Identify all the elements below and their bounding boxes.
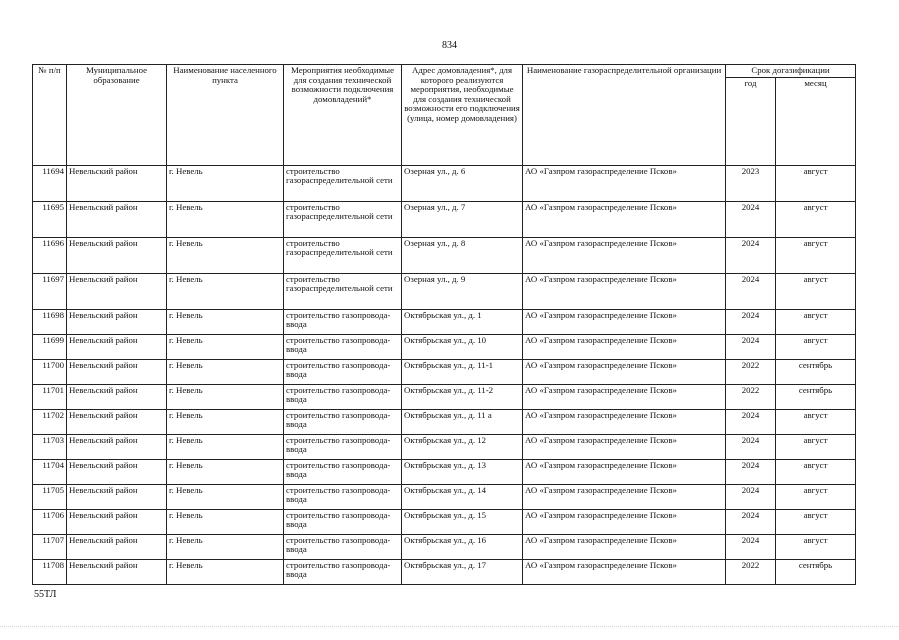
- table-row: [33, 559, 856, 584]
- cell-month: август: [776, 273, 856, 309]
- cell-year: 2024: [726, 409, 776, 434]
- cell-num: 11698: [33, 309, 67, 334]
- cell-month: август: [776, 237, 856, 273]
- cell-num: 11706: [33, 509, 67, 534]
- table-row: [33, 273, 856, 309]
- table-row: [33, 409, 856, 434]
- cell-month: сентябрь: [776, 559, 856, 584]
- cell-locality: г. Невель: [167, 409, 284, 434]
- table-row: [33, 309, 856, 334]
- cell-locality: г. Невель: [167, 384, 284, 409]
- footer-code: 55ТЛ: [34, 589, 57, 600]
- cell-org: АО «Газпром газораспределение Псков»: [523, 434, 726, 459]
- cell-municipality: Невельский район: [67, 484, 167, 509]
- cell-municipality: Невельский район: [67, 434, 167, 459]
- cell-locality: г. Невель: [167, 201, 284, 237]
- cell-locality: г. Невель: [167, 273, 284, 309]
- cell-num: 11697: [33, 273, 67, 309]
- cell-year: 2023: [726, 165, 776, 201]
- cell-municipality: Невельский район: [67, 459, 167, 484]
- cell-org: АО «Газпром газораспределение Псков»: [523, 359, 726, 384]
- cell-org: АО «Газпром газораспределение Псков»: [523, 237, 726, 273]
- cell-measure: строительство газопровода-ввода: [284, 434, 402, 459]
- cell-year: 2024: [726, 273, 776, 309]
- table-row: [33, 484, 856, 509]
- cell-locality: г. Невель: [167, 359, 284, 384]
- cell-municipality: Невельский район: [67, 534, 167, 559]
- cell-address: Октябрьская ул., д. 17: [402, 559, 523, 584]
- cell-municipality: Невельский район: [67, 559, 167, 584]
- table-row: [33, 237, 856, 273]
- cell-address: Октябрьская ул., д. 13: [402, 459, 523, 484]
- header-num: № п/п: [33, 65, 67, 166]
- cell-month: август: [776, 201, 856, 237]
- cell-org: АО «Газпром газораспределение Псков»: [523, 459, 726, 484]
- table-row: [33, 334, 856, 359]
- cell-org: АО «Газпром газораспределение Псков»: [523, 273, 726, 309]
- table-row: [33, 201, 856, 237]
- header-year: год: [726, 77, 776, 165]
- cell-municipality: Невельский район: [67, 384, 167, 409]
- cell-measure: строительство газораспределительной сети: [284, 273, 402, 309]
- cell-month: сентябрь: [776, 384, 856, 409]
- cell-locality: г. Невель: [167, 484, 284, 509]
- cell-org: АО «Газпром газораспределение Псков»: [523, 509, 726, 534]
- cell-num: 11705: [33, 484, 67, 509]
- cell-measure: строительство газопровода-ввода: [284, 384, 402, 409]
- cell-municipality: Невельский район: [67, 201, 167, 237]
- cell-locality: г. Невель: [167, 559, 284, 584]
- table-row: [33, 359, 856, 384]
- header-org: Наименование газораспределительной организации: [523, 65, 726, 166]
- cell-municipality: Невельский район: [67, 509, 167, 534]
- cell-org: АО «Газпром газораспределение Псков»: [523, 409, 726, 434]
- cell-month: сентябрь: [776, 359, 856, 384]
- cell-year: 2024: [726, 334, 776, 359]
- cell-locality: г. Невель: [167, 534, 284, 559]
- cell-measure: строительство газораспределительной сети: [284, 165, 402, 201]
- cell-month: август: [776, 165, 856, 201]
- cell-measure: строительство газопровода-ввода: [284, 309, 402, 334]
- cell-month: август: [776, 509, 856, 534]
- cell-measure: строительство газопровода-ввода: [284, 359, 402, 384]
- table-body: [33, 165, 856, 584]
- cell-num: 11704: [33, 459, 67, 484]
- cell-num: 11701: [33, 384, 67, 409]
- header-month: месяц: [776, 77, 856, 165]
- cell-address: Октябрьская ул., д. 11 а: [402, 409, 523, 434]
- cell-address: Озерная ул., д. 6: [402, 165, 523, 201]
- cell-measure: строительство газопровода-ввода: [284, 534, 402, 559]
- cell-address: Октябрьская ул., д. 10: [402, 334, 523, 359]
- cell-measure: строительство газопровода-ввода: [284, 559, 402, 584]
- table-row: [33, 534, 856, 559]
- cell-month: август: [776, 534, 856, 559]
- cell-num: 11702: [33, 409, 67, 434]
- cell-locality: г. Невель: [167, 165, 284, 201]
- cell-org: АО «Газпром газораспределение Псков»: [523, 165, 726, 201]
- cell-year: 2024: [726, 434, 776, 459]
- cell-municipality: Невельский район: [67, 309, 167, 334]
- cell-year: 2024: [726, 509, 776, 534]
- cell-org: АО «Газпром газораспределение Псков»: [523, 309, 726, 334]
- cell-municipality: Невельский район: [67, 359, 167, 384]
- cell-org: АО «Газпром газораспределение Псков»: [523, 201, 726, 237]
- cell-num: 11699: [33, 334, 67, 359]
- cell-locality: г. Невель: [167, 309, 284, 334]
- cell-address: Октябрьская ул., д. 15: [402, 509, 523, 534]
- cell-num: 11707: [33, 534, 67, 559]
- cell-municipality: Невельский район: [67, 273, 167, 309]
- cell-year: 2024: [726, 534, 776, 559]
- page-number: 834: [442, 40, 457, 51]
- cell-municipality: Невельский район: [67, 334, 167, 359]
- cell-address: Октябрьская ул., д. 11-1: [402, 359, 523, 384]
- cell-num: 11700: [33, 359, 67, 384]
- cell-measure: строительство газораспределительной сети: [284, 201, 402, 237]
- cell-locality: г. Невель: [167, 237, 284, 273]
- cell-year: 2024: [726, 459, 776, 484]
- cell-month: август: [776, 309, 856, 334]
- cell-address: Октябрьская ул., д. 14: [402, 484, 523, 509]
- table-row: [33, 459, 856, 484]
- cell-month: август: [776, 409, 856, 434]
- cell-address: Озерная ул., д. 8: [402, 237, 523, 273]
- cell-org: АО «Газпром газораспределение Псков»: [523, 334, 726, 359]
- cell-measure: строительство газораспределительной сети: [284, 237, 402, 273]
- cell-municipality: Невельский район: [67, 165, 167, 201]
- cell-num: 11708: [33, 559, 67, 584]
- cell-address: Октябрьская ул., д. 12: [402, 434, 523, 459]
- cell-measure: строительство газопровода-ввода: [284, 509, 402, 534]
- cell-org: АО «Газпром газораспределение Псков»: [523, 534, 726, 559]
- table-row: [33, 384, 856, 409]
- cell-month: август: [776, 334, 856, 359]
- cell-locality: г. Невель: [167, 434, 284, 459]
- cell-locality: г. Невель: [167, 459, 284, 484]
- cell-locality: г. Невель: [167, 334, 284, 359]
- cell-year: 2024: [726, 237, 776, 273]
- scan-edge: [0, 626, 899, 633]
- cell-num: 11694: [33, 165, 67, 201]
- cell-year: 2024: [726, 201, 776, 237]
- cell-month: август: [776, 459, 856, 484]
- cell-address: Озерная ул., д. 7: [402, 201, 523, 237]
- cell-measure: строительство газопровода-ввода: [284, 459, 402, 484]
- cell-year: 2024: [726, 309, 776, 334]
- cell-municipality: Невельский район: [67, 237, 167, 273]
- table-row: [33, 165, 856, 201]
- header-address: Адрес домовладения*, для которого реализуются мероприятия, необходимые для создания технической возможности его подключения (улица, номер домовладения): [402, 65, 523, 166]
- cell-year: 2024: [726, 484, 776, 509]
- cell-num: 11695: [33, 201, 67, 237]
- header-municipality: Муниципальное образование: [67, 65, 167, 166]
- cell-month: август: [776, 484, 856, 509]
- cell-num: 11703: [33, 434, 67, 459]
- cell-org: АО «Газпром газораспределение Псков»: [523, 484, 726, 509]
- table-row: [33, 509, 856, 534]
- cell-locality: г. Невель: [167, 509, 284, 534]
- cell-year: 2022: [726, 559, 776, 584]
- table-row: [33, 434, 856, 459]
- cell-municipality: Невельский район: [67, 409, 167, 434]
- header-term: Срок догазификации: [726, 65, 856, 78]
- cell-address: Октябрьская ул., д. 1: [402, 309, 523, 334]
- gasification-table: [32, 64, 856, 585]
- cell-measure: строительство газопровода-ввода: [284, 484, 402, 509]
- cell-num: 11696: [33, 237, 67, 273]
- cell-address: Октябрьская ул., д. 16: [402, 534, 523, 559]
- header-locality: Наименование населенного пункта: [167, 65, 284, 166]
- header-measures: Мероприятия необходимые для создания технической возможности подключения домовладений*: [284, 65, 402, 166]
- cell-org: АО «Газпром газораспределение Псков»: [523, 559, 726, 584]
- table-header: [33, 65, 856, 166]
- cell-address: Озерная ул., д. 9: [402, 273, 523, 309]
- cell-measure: строительство газопровода-ввода: [284, 334, 402, 359]
- cell-measure: строительство газопровода-ввода: [284, 409, 402, 434]
- cell-month: август: [776, 434, 856, 459]
- cell-org: АО «Газпром газораспределение Псков»: [523, 384, 726, 409]
- cell-year: 2022: [726, 384, 776, 409]
- cell-year: 2022: [726, 359, 776, 384]
- cell-address: Октябрьская ул., д. 11-2: [402, 384, 523, 409]
